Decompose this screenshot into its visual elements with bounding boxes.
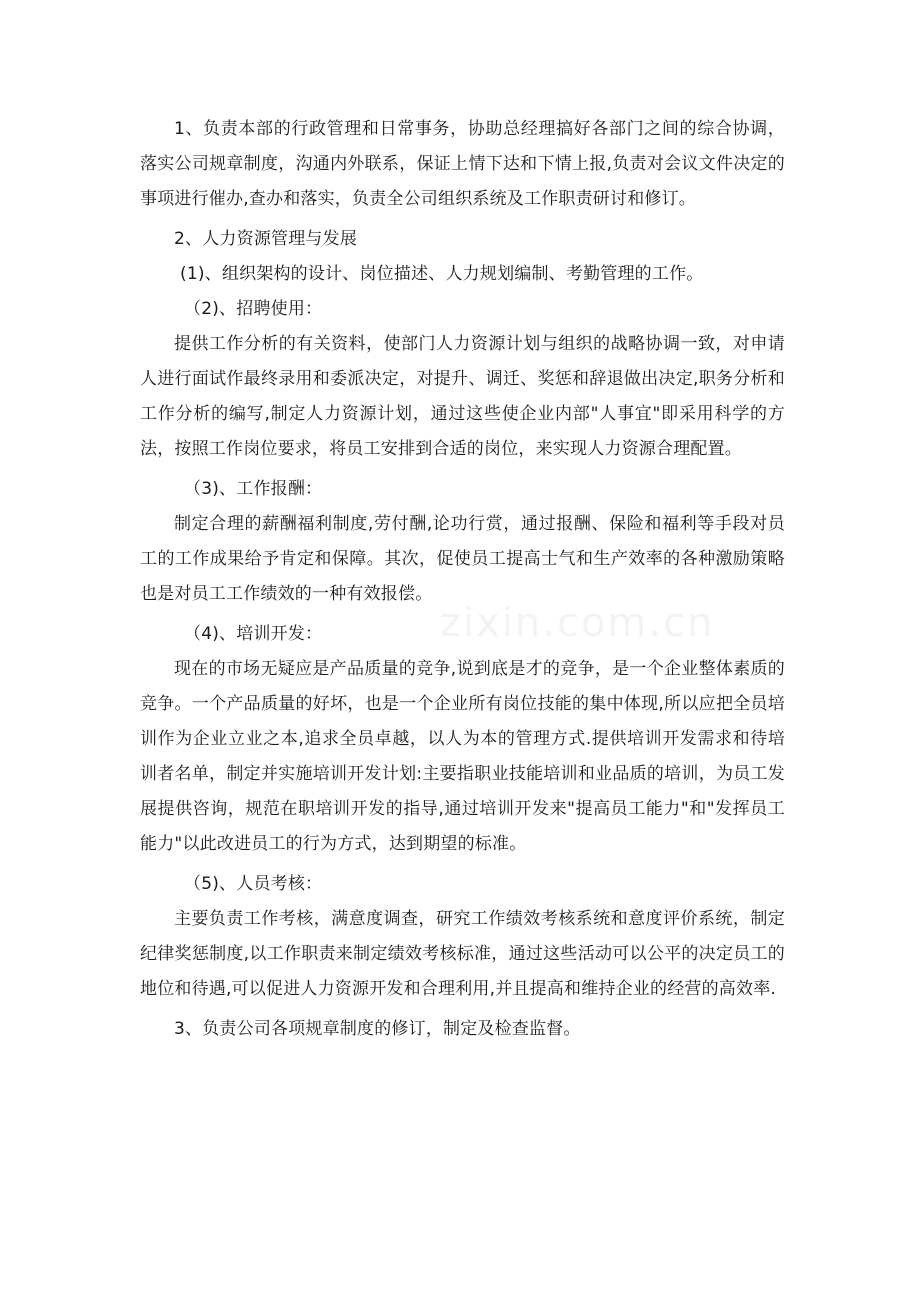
paragraph-recruit-body: 提供工作分析的有关资料，使部门人力资源计划与组织的战略协调一致，对申请人进行面试作最终录用和委派决定，对提升、调迁、奖惩和辞退做出决定,职务分析和工作分析的编写,制定人力资源计划，通过这些使企业内部"人事宜"即采用科学的方法，按照工作岗位要求，将员工安排到合适的岗位，来实现人力资源合理配置。	[140, 334, 785, 459]
paragraph-3-rules: 3、负责公司各项规章制度的修订，制定及检查监督。	[174, 1019, 581, 1039]
heading-2-hr: 2、人力资源管理与发展	[174, 229, 358, 249]
watermark: zixin.com.cn	[440, 600, 715, 646]
subheading-2-recruit: （2)、招聘使用：	[184, 299, 323, 319]
subheading-5-assessment: （5)、人员考核：	[184, 874, 323, 894]
paragraph-1-admin-duties: 1、负责本部的行政管理和日常事务，协助总经理搞好各部门之间的综合协调，落实公司规章制度，沟通内外联系，保证上情下达和下情上报,负责对会议文件决定的事项进行催办,查办和落实，负责全公司组织系统及工作职责研讨和修订。	[140, 119, 785, 209]
document-body	[140, 112, 785, 1047]
paragraph-assessment-body: 主要负责工作考核，满意度调查，研究工作绩效考核系统和意度评价系统，制定纪律奖惩制度,以工作职责来制定绩效考核标准，通过这些活动可以公平的决定员工的地位和待遇,可以促进人力资源开发和合理利用,并且提高和维持企业的经营的高效率.	[140, 909, 785, 999]
subheading-4-training: （4)、培训开发：	[184, 624, 323, 644]
subheading-3-pay: （3)、工作报酬：	[184, 479, 323, 499]
paragraph-training-body: 现在的市场无疑应是产品质量的竞争,说到底是才的竞争，是一个企业整体素质的竞争。一个产品质量的好坏，也是一个企业所有岗位技能的集中体现,所以应把全员培训作为企业立业之本,追求全员卓越，以人为本的管理方式.提供培训开发需求和待培训者名单，制定并实施培训开发计划:主要指职业技能培训和业品质的培训，为员工发展提供咨询，规范在职培训开发的指导,通过培训开发来"提高员工能力"和"发挥员工能力"以此改进员工的行为方式，达到期望的标准。	[140, 659, 785, 854]
paragraph-pay-body: 制定合理的薪酬福利制度,劳付酬,论功行赏，通过报酬、保险和福利等手段对员工的工作成果给予肯定和保障。其次，促使员工提高士气和生产效率的各种激励策略也是对员工工作绩效的一种有效报偿。	[140, 514, 785, 604]
subheading-1-org: (1)、组织架构的设计、岗位描述、人力规划编制、考勤管理的工作。	[180, 264, 704, 284]
